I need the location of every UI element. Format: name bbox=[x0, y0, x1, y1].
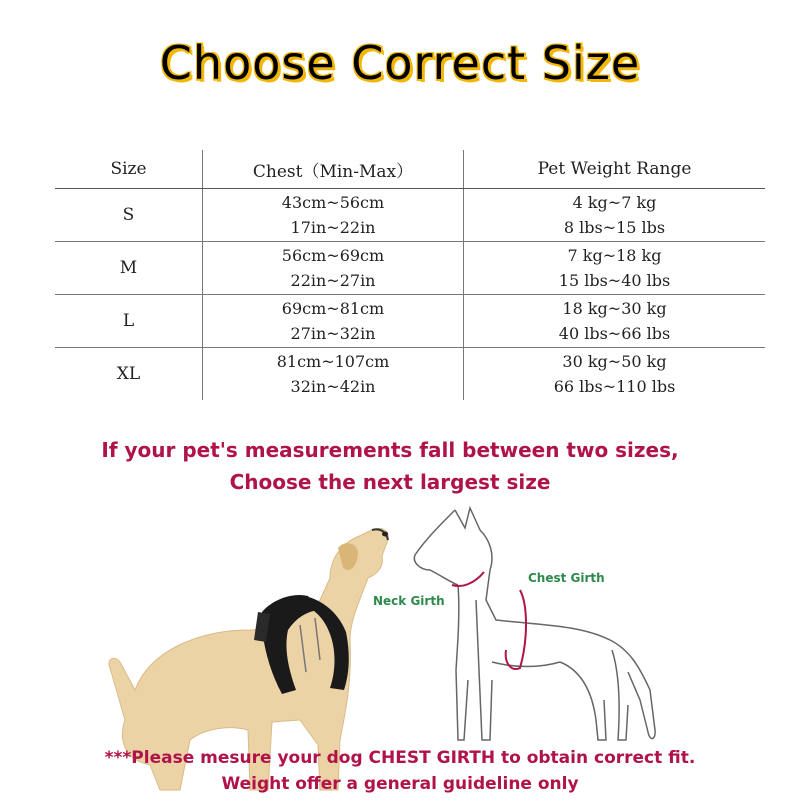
table-row bbox=[55, 348, 765, 401]
size-cell: L bbox=[55, 295, 203, 348]
header-chest: Chest（Min-Max） bbox=[203, 150, 464, 189]
weight-lbs: 66 lbs~110 lbs bbox=[553, 377, 676, 396]
chest-cm: 56cm~69cm bbox=[281, 246, 385, 265]
footer-note-line2: Weight offer a general guideline only bbox=[221, 774, 579, 794]
weight-cell bbox=[464, 189, 766, 242]
size-chart-table bbox=[55, 150, 765, 400]
chest-in: 22in~27in bbox=[290, 271, 376, 290]
size-cell: XL bbox=[116, 363, 141, 384]
page-title: Choose Correct Size bbox=[159, 36, 641, 90]
sizing-note-line2: Choose the next largest size bbox=[229, 470, 551, 494]
chest-in: 27in~32in bbox=[290, 324, 376, 343]
weight-kg: 18 kg~30 kg bbox=[562, 299, 667, 318]
weight-cell bbox=[464, 348, 766, 401]
weight-lbs: 8 lbs~15 lbs bbox=[563, 218, 666, 237]
chest-in: 17in~22in bbox=[290, 218, 376, 237]
chest-cm: 43cm~56cm bbox=[281, 193, 385, 212]
weight-kg: 30 kg~50 kg bbox=[562, 352, 667, 371]
chest-cell bbox=[203, 295, 464, 348]
size-cell: S bbox=[55, 189, 203, 242]
size-cell: M bbox=[55, 242, 203, 295]
footer-note-line1: ***Please mesure your dog CHEST GIRTH to obtain correct fit. bbox=[104, 748, 696, 768]
weight-lbs: 15 lbs~40 lbs bbox=[558, 271, 671, 290]
chest-cell bbox=[203, 242, 464, 295]
dog-outline-sketch bbox=[414, 508, 655, 740]
weight-kg: 7 kg~18 kg bbox=[567, 246, 662, 265]
table-row bbox=[55, 242, 765, 295]
table-row bbox=[55, 295, 765, 348]
weight-kg: 4 kg~7 kg bbox=[572, 193, 657, 212]
header-size: Size bbox=[55, 150, 203, 189]
chest-girth-label: Chest Girth bbox=[528, 571, 605, 585]
chest-cell bbox=[203, 189, 464, 242]
neck-girth-label: Neck Girth bbox=[373, 594, 445, 608]
sizing-note-line1: If your pet's measurements fall between two sizes, bbox=[101, 438, 679, 462]
girth-markers bbox=[452, 572, 526, 669]
chest-in: 32in~42in bbox=[290, 377, 376, 396]
weight-cell bbox=[464, 242, 766, 295]
table-header-row bbox=[55, 150, 765, 189]
header-weight: Pet Weight Range bbox=[464, 150, 766, 189]
chest-cm: 69cm~81cm bbox=[281, 299, 385, 318]
weight-lbs: 40 lbs~66 lbs bbox=[558, 324, 671, 343]
weight-cell bbox=[464, 295, 766, 348]
chest-girth-line bbox=[506, 590, 526, 669]
chest-cell bbox=[203, 348, 464, 401]
table-row bbox=[55, 189, 765, 242]
chest-cm: 81cm~107cm bbox=[276, 352, 390, 371]
